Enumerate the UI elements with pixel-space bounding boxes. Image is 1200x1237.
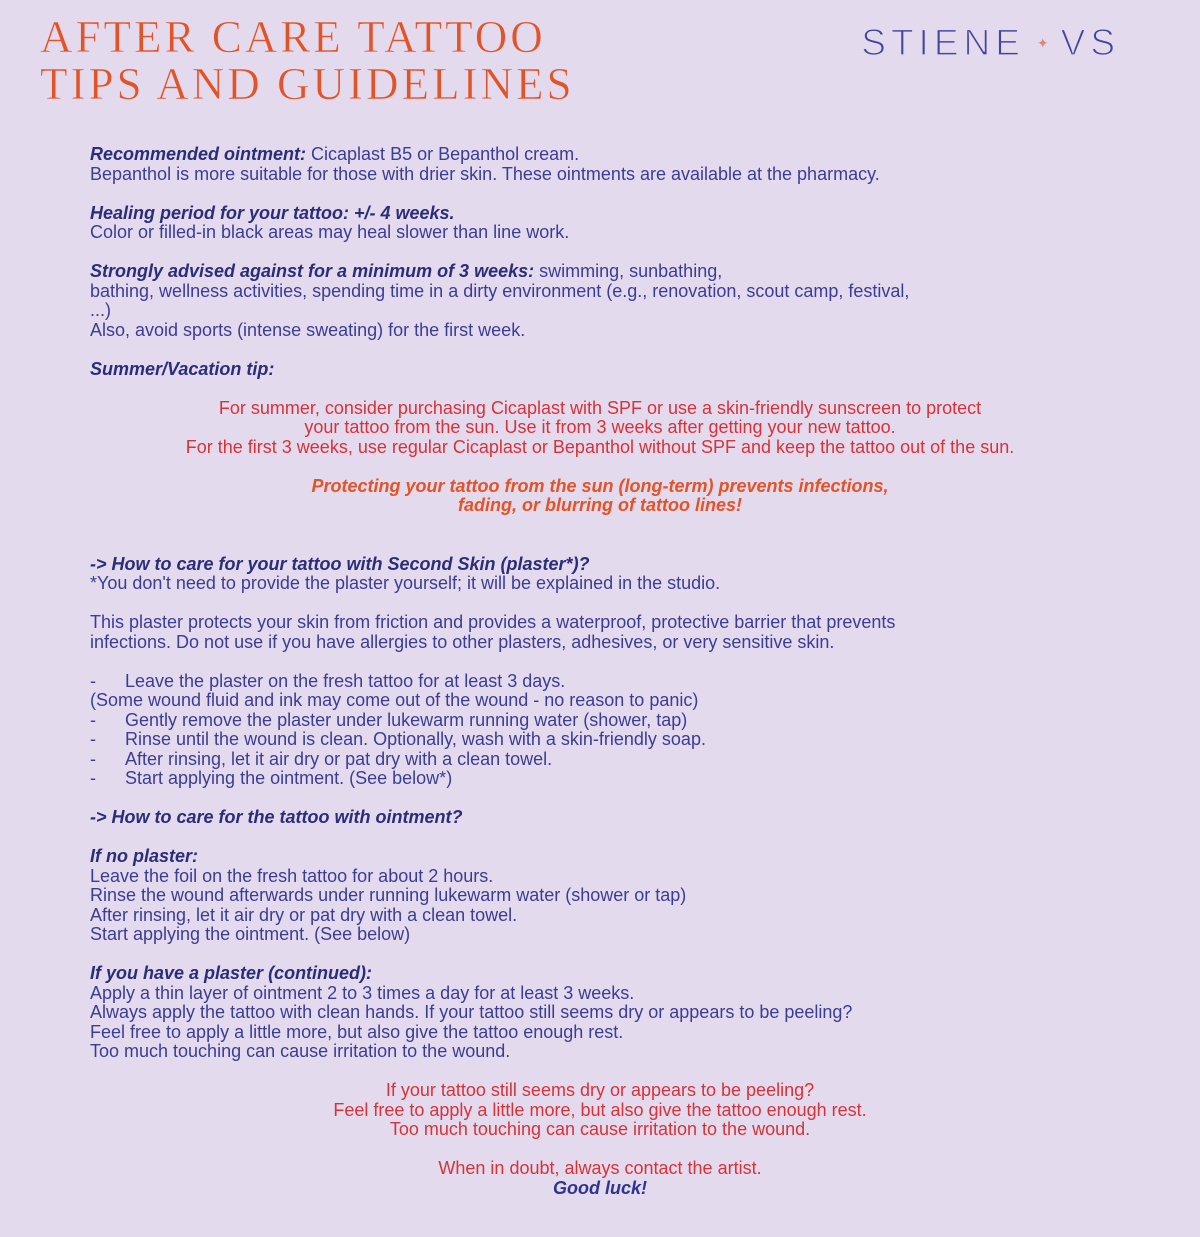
text-line: For the first 3 weeks, use regular Cicaplast or Bepanthol without SPF and keep the tattoo out of the sun.: [185, 436, 1015, 457]
section-closing: [90, 1081, 1110, 1198]
section-recommended-ointment: [90, 145, 1110, 184]
list-item: [90, 711, 1110, 731]
sun-warning-line: fading, or blurring of tattoo lines!: [458, 495, 742, 515]
section-heading: -> How to care for your tattoo with Second Skin (plaster*)?: [90, 553, 590, 574]
text-line: Leave the foil on the fresh tattoo for about 2 hours.: [90, 865, 494, 886]
text-line: After rinsing, let it air dry or pat dry with a clean towel.: [90, 904, 518, 925]
text-line: Also, avoid sports (intense sweating) for the first week.: [90, 319, 526, 340]
spacer: [90, 652, 1110, 672]
spacer: [90, 340, 1110, 360]
list-marker: -: [90, 729, 96, 749]
list-item: [90, 750, 1110, 770]
spacer: [90, 243, 1110, 263]
page-title: [40, 14, 575, 108]
section-ointment-care: [90, 808, 1110, 1062]
section-strongly-advised-against: [90, 262, 1110, 340]
text-line: bathing, wellness activities, spending time in a dirty environment (e.g., renovation, scout camp, festival,: [90, 280, 910, 301]
section-healing-period: [90, 204, 1110, 243]
spacer: [90, 789, 1110, 809]
section-heading: Recommended ointment:: [90, 144, 307, 164]
section-summer-tip: [90, 360, 1110, 516]
spacer: [90, 184, 1110, 204]
text-line: *You don't need to provide the plaster yourself; it will be explained in the studio.: [90, 573, 721, 593]
text-line: Feel free to apply a little more, but also give the tattoo enough rest.: [90, 1021, 624, 1042]
text-line: Bepanthol is more suitable for those with drier skin. These ointments are available at the pharmacy.: [90, 163, 880, 184]
list-item-text: After rinsing, let it air dry or pat dry with a clean towel.: [125, 748, 553, 769]
spacer: [90, 516, 1110, 536]
text-line: Too much touching can cause irritation to the wound.: [389, 1119, 811, 1139]
list-item: [90, 730, 1110, 750]
spacer: [90, 828, 1110, 848]
list-item-text: Rinse until the wound is clean. Optionally, wash with a skin-friendly soap.: [125, 729, 706, 749]
text-line: Apply a thin layer of ointment 2 to 3 times a day for at least 3 weeks.: [90, 982, 635, 1003]
text-line: If your tattoo still seems dry or appears to be peeling?: [385, 1080, 815, 1100]
spacer: [90, 594, 1110, 614]
text-line: Always apply the tattoo with clean hands. If your tattoo still seems dry or appears to be peeling?: [90, 1002, 853, 1022]
text-line: infections. Do not use if you have allergies to other plasters, adhesives, or very sensitive skin.: [90, 631, 835, 652]
text-line: [90, 145, 1110, 165]
studio-logo: [861, 22, 1120, 64]
good-luck-line: Good luck!: [553, 1177, 647, 1198]
title-line-1: AFTER CARE TATTOO: [40, 12, 546, 62]
text-line: [90, 262, 1110, 282]
logo-studio-name: STIENE: [861, 22, 1025, 63]
list-marker: -: [90, 670, 96, 691]
list-marker: -: [90, 768, 96, 788]
contact-artist-line: When in doubt, always contact the artist.: [438, 1158, 762, 1178]
section-heading: -> How to care for the tattoo with ointment?: [90, 807, 463, 827]
logo-initials: VS: [1060, 22, 1120, 63]
list-marker: -: [90, 709, 96, 730]
text-line: Color or filled-in black areas may heal slower than line work.: [90, 222, 570, 242]
text-line: Start applying the ointment. (See below): [90, 924, 411, 944]
spacer: [90, 1140, 1110, 1160]
text-line: Too much touching can cause irritation to the wound.: [90, 1041, 511, 1061]
text-line: Rinse the wound afterwards under running lukewarm water (shower or tap): [90, 885, 687, 905]
list-item-text: Start applying the ointment. (See below*): [125, 768, 453, 788]
sun-warning-line: Protecting your tattoo from the sun (long-term) prevents infections,: [311, 475, 889, 496]
list-item-note: (Some wound fluid and ink may come out of the wound - no reason to panic): [90, 690, 699, 710]
list-item: [90, 769, 1110, 789]
diamond-icon: ✦: [1036, 34, 1049, 51]
subsection-heading: If you have a plaster (continued):: [90, 963, 373, 983]
section-heading: Strongly advised against for a minimum of 3 weeks:: [90, 261, 535, 281]
heading-rest: Cicaplast B5 or Bepanthol cream.: [306, 144, 580, 164]
text-line: Feel free to apply a little more, but also give the tattoo enough rest.: [333, 1099, 867, 1120]
subsection-heading: If no plaster:: [90, 846, 199, 866]
spacer: [90, 945, 1110, 965]
heading-rest: swimming, sunbathing,: [534, 261, 723, 281]
list-marker: -: [90, 748, 96, 769]
title-line-2: TIPS AND GUIDELINES: [40, 59, 575, 109]
spacer: [90, 457, 1110, 477]
text-line: For summer, consider purchasing Cicaplast with SPF or use a skin-friendly sunscreen to protect: [218, 397, 982, 418]
section-heading: Healing period for your tattoo: +/- 4 weeks.: [90, 202, 455, 223]
spacer: [90, 1062, 1110, 1082]
text-line: ...): [90, 300, 111, 320]
list-item: [90, 672, 1110, 692]
list-item-text: Gently remove the plaster under lukewarm running water (shower, tap): [125, 709, 688, 730]
document-body: [90, 145, 1110, 1198]
text-line: your tattoo from the sun. Use it from 3 weeks after getting your new tattoo.: [304, 417, 896, 437]
spacer: [90, 379, 1110, 399]
list-item-text: Leave the plaster on the fresh tattoo for at least 3 days.: [125, 670, 566, 691]
spacer: [90, 535, 1110, 555]
text-line: This plaster protects your skin from friction and provides a waterproof, protective barrier that prevents: [90, 612, 896, 632]
section-second-skin: [90, 555, 1110, 789]
section-heading: Summer/Vacation tip:: [90, 358, 275, 379]
